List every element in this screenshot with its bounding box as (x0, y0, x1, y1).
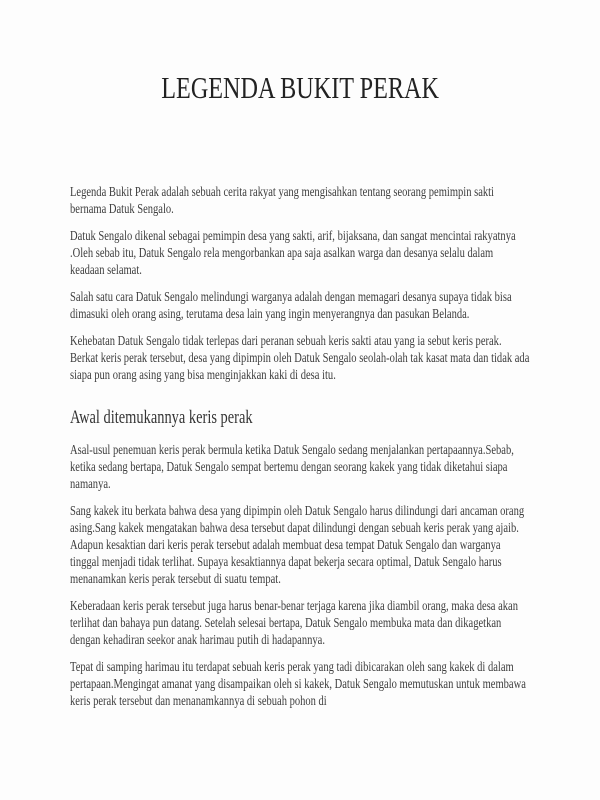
section-body (70, 441, 530, 709)
story-paragraph: Tepat di samping harimau itu terdapat sebuah keris perak yang tadi dibicarakan oleh sang kakek di dalam pertapaan.Mengingat amanat yang disampaikan oleh si kakek, Datuk Sengalo memutuskan untuk membawa keris perak tersebut dan menanamkannya di sebuah pohon di (70, 658, 526, 708)
story-paragraph: Sang kakek itu berkata bahwa desa yang dipimpin oleh Datuk Sengalo harus dilindungi dari ancaman orang asing.Sang kakek mengatakan bahwa desa tersebut dapat dilindungi dengan sebuah keris perak yang ajaib. Adapun kesaktian dari keris perak tersebut adalah membuat desa tempat Datuk Sengalo dan warganya tinggal menjadi tidak terlihat. Supaya kesaktiannya dapat bekerja secara optimal, Datuk Sengalo harus menanamkan keris perak tersebut di suatu tempat. (70, 502, 525, 586)
story-paragraph: Datuk Sengalo dikenal sebagai pemimpin desa yang sakti, arif, bijaksana, dan sangat mencintai rakyatnya .Oleh sebab itu, Datuk Sengalo rela mengorbankan apa saja asalkan warga dan desanya selalu dalam keadaan selamat. (70, 227, 516, 277)
story-paragraph: Keberadaan keris perak tersebut juga harus benar-benar terjaga karena jika diambil orang, maka desa akan terlihat dan bahaya pun datang. Setelah selesai bertapa, Datuk Sengalo membuka mata dan dikagetkan dengan kehadiran seekor anak harimau putih di hadapannya. (70, 597, 518, 647)
story-paragraph: Salah satu cara Datuk Sengalo melindungi warganya adalah dengan memagari desanya supaya tidak bisa dimasuki oleh orang asing, terutama desa lain yang ingin menyerangnya dan pasukan Belanda. (70, 288, 512, 321)
document-content (70, 0, 530, 719)
section-heading: Awal ditemukannya keris perak (70, 407, 253, 428)
intro-section (70, 183, 530, 383)
document-title: LEGENDA BUKIT PERAK (161, 70, 439, 105)
story-paragraph: Legenda Bukit Perak adalah sebuah cerita rakyat yang mengisahkan tentang seorang pemimpin sakti bernama Datuk Sengalo. (70, 183, 494, 216)
story-paragraph: Asal-usul penemuan keris perak bermula ketika Datuk Sengalo sedang menjalankan pertapaannya.Sebab, ketika sedang bertapa, Datuk Sengalo sempat bertemu dengan seorang kakek yang tidak diketahui siapa namanya. (70, 441, 514, 491)
story-paragraph: Kehebatan Datuk Sengalo tidak terlepas dari peranan sebuah keris sakti atau yang ia sebut keris perak. Berkat keris perak tersebut, desa yang dipimpin oleh Datuk Sengalo seolah-olah tak kasat mata dan tidak ada siapa pun orang asing yang bisa menginjakkan kaki di desa itu. (70, 332, 530, 382)
